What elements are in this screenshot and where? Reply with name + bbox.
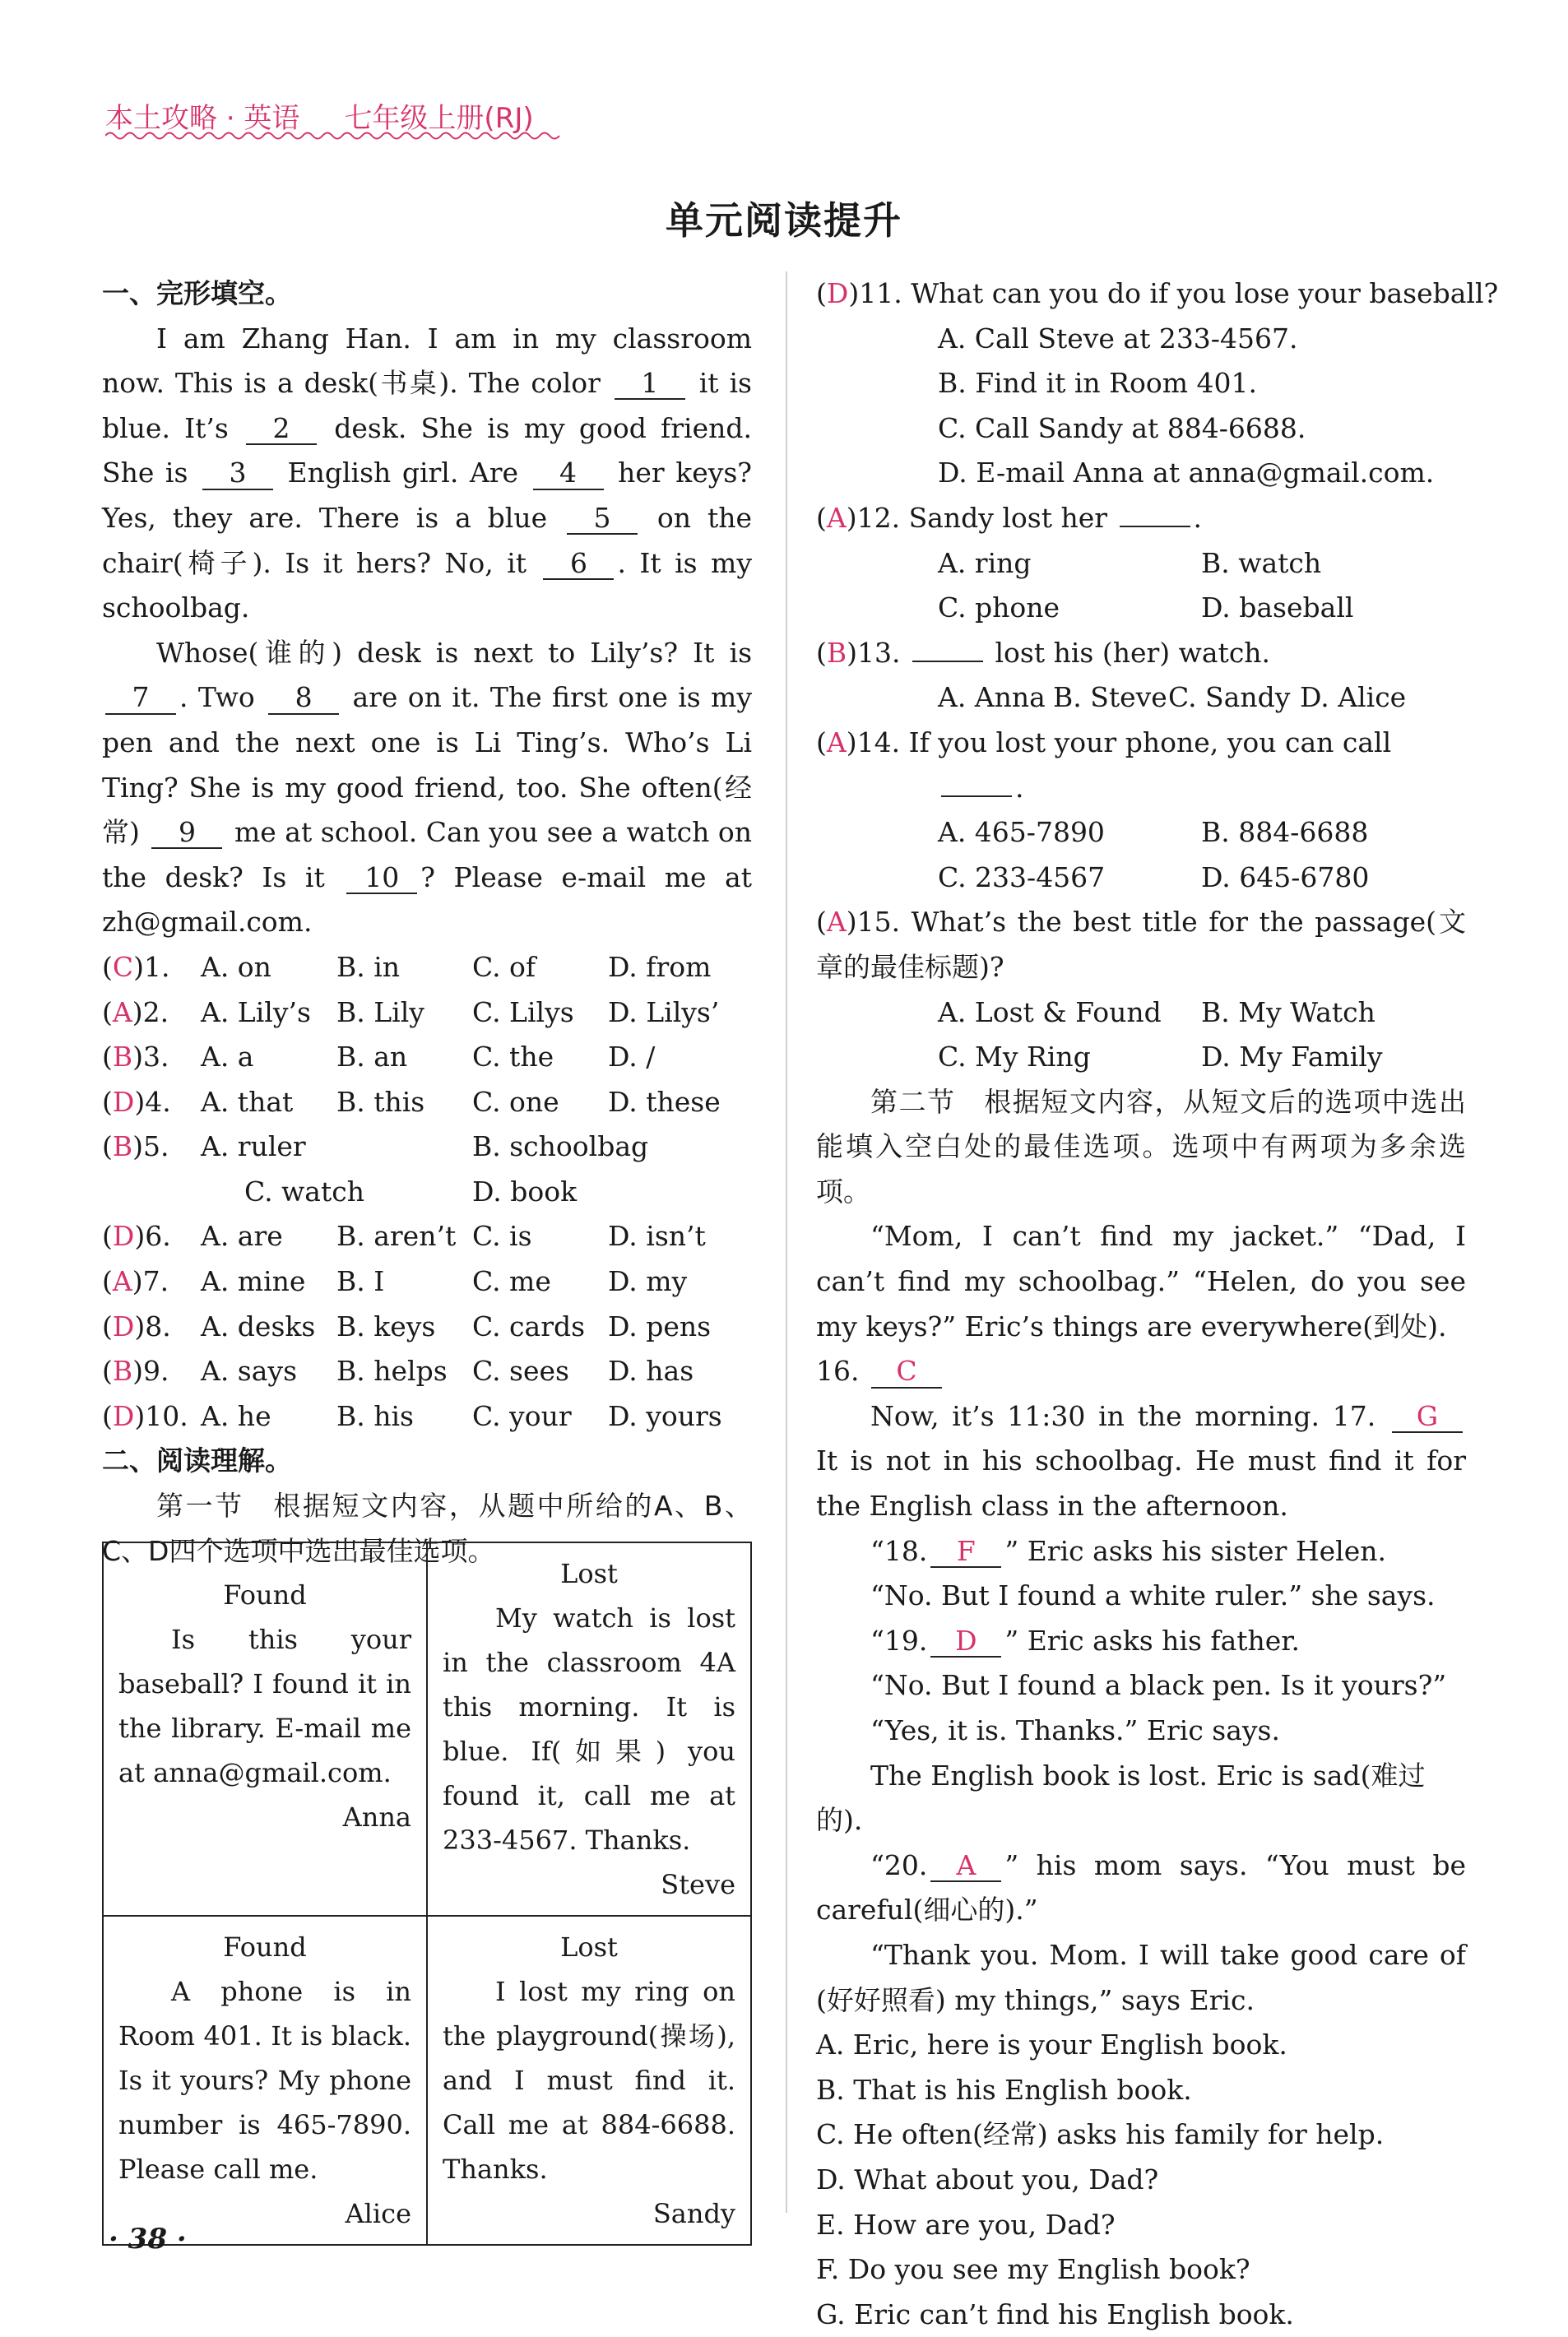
story-paragraph: “Yes, it is. Thanks.” Eric says. [870,1714,1280,1746]
option: D. these [608,1085,721,1118]
option: A. ring [938,546,1032,579]
story-line-16 [816,1349,1466,1394]
question-14: (A)14. If you lost your phone, you can call [816,726,1392,758]
story-text: ” his mom says. “You must be careful(细心的).” [816,1848,1466,1927]
cloze-question-row [102,1080,752,1125]
option: C. Lilys [472,995,574,1028]
answer-blank: F [930,1537,1001,1568]
question-13: (B)13. lost his (her) watch. [816,636,1271,669]
option: D. yours [608,1399,722,1432]
question-number: 5 [143,1130,161,1163]
option: C. one [472,1085,559,1118]
story-paragraph: The English book is lost. Eric is sad(难过的). [816,1759,1426,1837]
question-number-cell: (B)3. [102,1041,169,1073]
cloze-question-row [102,1170,752,1215]
answer-mark: C [112,950,134,983]
option: B. aren’t [336,1220,457,1253]
question-number-cell: (D)8. [102,1310,171,1342]
answer-blank [1120,526,1190,527]
part1-heading: 一、完形填空。 [102,277,292,309]
option: C. cards [472,1310,586,1342]
options-row [816,541,1466,587]
option: C. me [472,1265,551,1298]
notice-signature: Sandy [652,2198,735,2229]
choice-option: B. That is his English book. [816,2073,1192,2106]
cloze-blank: 5 [567,503,638,535]
answer-mark: B [112,1041,133,1073]
cloze-text: desk. She is my good friend. She is [102,411,752,489]
notice-sandy [427,1916,751,2245]
option: B. this [336,1085,425,1118]
choice-option: A. Eric, here is your English book. [816,2029,1287,2061]
option: B. keys [336,1310,436,1342]
question-stem: 12. Sandy lost her [856,501,1108,534]
notices-table [102,1542,752,2246]
cloze-blank: 4 [533,458,604,489]
cloze-text: . It is my schoolbag. [102,546,752,624]
cloze-blank: 10 [346,863,417,894]
answer-mark: D [826,277,849,309]
story-paragraph [816,1529,1466,1574]
option: A. Anna [938,681,1046,714]
header-wavy-underline [105,130,566,141]
question-number-cell: (A)2. [102,995,169,1028]
cloze-text: . Two [179,681,266,714]
cloze-question-row [102,1259,752,1305]
option: D. Lilys’ [608,995,720,1028]
cloze-question-row [102,990,752,1036]
answer-mark: A [112,995,132,1028]
options-row [816,1035,1466,1080]
option: A. Lost & Found [938,995,1162,1028]
choice-option: E. How are you, Dad? [816,2208,1116,2241]
question-stem: lost his (her) watch. [995,636,1271,669]
question-number-cell: (D)10. [102,1399,188,1432]
option: B. an [336,1041,408,1073]
option: B. helps [336,1355,448,1388]
option: C. the [472,1041,554,1073]
cloze-question-row [102,1214,752,1259]
option: B. schoolbag [472,1130,649,1163]
cloze-questions [102,945,752,1440]
column-divider [786,271,787,2213]
option: A. on [201,950,271,983]
page-title: 单元阅读提升 [666,198,902,243]
option: B. Lily [336,995,424,1028]
answer-mark: A [826,726,847,758]
cloze-paragraph-2 [102,631,752,945]
notice-body: My watch is lost in the classroom 4A this morning. It is blue. If(如果) you found it, call me at 233-4567. Thanks. [443,1602,735,1856]
cloze-blank: 3 [202,458,273,489]
question-11: (D)11. What can you do if you lose your baseball? [816,277,1499,309]
right-column [816,271,1499,2337]
notice-title: Lost [560,1931,618,1963]
option: D. pens [608,1310,712,1342]
option: C. your [472,1399,572,1432]
story-text: ” Eric asks his sister Helen. [1004,1534,1386,1567]
stem-end: . [1193,501,1203,534]
story-paragraph: “Mom, I can’t find my jacket.” “Dad, I can’t find my schoolbag.” “Helen, do you see my keys?” Eric’s things are everywhere(到处). [816,1220,1466,1342]
cloze-text: it is blue. It’s [102,367,752,444]
option: A. desks [201,1310,316,1342]
option: B. watch [1201,546,1322,579]
cloze-text: ? Please e-mail me at zh@gmail.com. [102,860,752,939]
answer-blank: A [930,1851,1001,1882]
cloze-text: me at school. Can you see a watch on the desk? Is it [102,816,752,893]
answer-blank [912,661,983,662]
choice-option: C. He often(经常) asks his family for help. [816,2118,1385,2151]
option: B. My Watch [1201,995,1375,1028]
question-number: 13. [857,636,901,669]
answer-mark: D [112,1310,135,1342]
option: D. book [472,1175,578,1208]
notice-title: Found [223,1931,307,1963]
question-stem: 14. If you lost your phone, you can call [856,726,1392,758]
question-number-cell: (A)7. [102,1265,169,1298]
option: B. 884-6688 [1201,816,1369,849]
option: A. ruler [201,1130,306,1163]
options-row [816,990,1466,1036]
option: D. Alice [1300,681,1407,714]
question-number: 7 [142,1265,160,1298]
blank-number: 16. [816,1355,860,1388]
option: B. Find it in Room 401. [938,367,1257,400]
cloze-text: Whose(谁的) desk is next to Lily’s? It is [156,636,752,669]
answer-mark: B [112,1355,133,1388]
story-text: It is not in his schoolbag. He must find it for the English class in the afternoon. [816,1444,1466,1523]
question-number-cell: (B)9. [102,1355,169,1388]
option: D. my [608,1265,688,1298]
option: A. are [201,1220,283,1253]
cloze-text: I am Zhang Han. I am in my classroom now. This is a desk(书桌). The color [102,322,752,400]
option: D. / [608,1041,656,1073]
answer-mark: D [112,1085,135,1118]
answer-mark: A [112,1265,132,1298]
question-14-blank-line [816,766,1466,811]
cloze-question-row [102,1305,752,1350]
option: A. Lily’s [201,995,311,1028]
cloze-blank: 6 [543,549,614,580]
cloze-text: are on it. The first one is my pen and the next one is Li Ting’s. Who’s Li Ting? She is my good friend, too. She often(经常) [102,681,752,849]
question-number: 4 [145,1085,163,1118]
answer-mark: B [112,1130,133,1163]
question-number: 6 [145,1220,163,1253]
option: D. baseball [1201,591,1354,624]
spacer [102,1170,238,1215]
question-12: (A)12. Sandy lost her . [816,501,1203,534]
question-number: 3 [143,1041,161,1073]
notice-body: A phone is in Room 401. It is black. Is it yours? My phone number is 465-7890. Please call me. [118,1976,411,2185]
option: A. that [201,1085,294,1118]
cloze-question-row [102,1394,752,1440]
cloze-text: her keys? Yes, they are. There is a blue [102,457,752,534]
notice-anna [103,1542,427,1916]
options-row [816,810,1466,856]
choice-option: F. Do you see my English book? [816,2253,1250,2286]
story-paragraph: “No. But I found a black pen. Is it yours?” [870,1669,1447,1702]
option: C. is [472,1220,532,1253]
options-row [816,586,1466,631]
option: C. watch [244,1175,364,1208]
option: A. Call Steve at 233-4567. [938,322,1298,355]
notice-signature: Steve [661,1869,735,1900]
cloze-blank: 2 [246,414,317,445]
option: B. in [336,950,401,983]
option: A. mine [201,1265,306,1298]
cloze-question-row [102,1124,752,1170]
question-number: 8 [145,1310,163,1342]
cloze-blank: 1 [615,369,685,400]
question-number-cell: (B)5. [102,1130,169,1163]
option: C. My Ring [938,1041,1091,1073]
question-15: (A)15. What’s the best title for the passage(文章的最佳标题)? [816,906,1466,983]
left-column [102,271,752,1574]
option: C. phone [938,591,1060,624]
question-number: 2 [142,995,160,1028]
story-text: ” Eric asks his father. [1004,1624,1300,1657]
cloze-blank: 8 [268,683,339,714]
cloze-blank: 9 [151,818,222,849]
option: D. E-mail Anna at anna@gmail.com. [938,457,1435,489]
story-text: “20. [870,1848,928,1881]
question-number: 9 [143,1355,161,1388]
answer-blank [941,795,1012,797]
book-grade: 七年级上册(RJ) [344,102,534,135]
option: B. Steve [1053,681,1167,714]
story-paragraph: “Thank you. Mom. I will take good care of (好好照看) my things,” says Eric. [816,1938,1466,2016]
answer-mark: B [826,636,847,669]
answer-mark: D [112,1220,135,1253]
option: A. a [201,1041,254,1073]
cloze-text: English girl. Are [276,457,530,489]
cloze-text: on the chair(椅子). Is it hers? No, it [102,501,752,579]
story-paragraph [816,1394,1466,1529]
option: C. of [472,950,536,983]
option: D. 645-6780 [1201,860,1370,893]
question-stem: 15. What’s the best title for the passage(文章的最佳标题)? [816,906,1466,983]
choice-option: G. Eric can’t find his English book. [816,2298,1294,2330]
options-row [816,856,1466,901]
question-number: 1 [144,950,161,983]
book-series: 本土攻略 · 英语 [105,102,300,135]
cloze-question-row [102,945,752,990]
cloze-blank: 7 [105,683,176,714]
option: D. My Family [1201,1041,1383,1073]
option: C. 233-4567 [938,860,1106,893]
cloze-question-row [102,1349,752,1394]
notice-steve [427,1542,751,1916]
part2-heading: 二、阅读理解。 [102,1444,292,1477]
option: D. has [608,1355,694,1388]
section2-instruction: 第二节 根据短文内容，从短文后的选项中选出能填入空白处的最佳选项。选项中有两项为多余选项。 [816,1085,1466,1208]
notice-signature: Alice [345,2198,411,2229]
section1-instruction: 第一节 根据短文内容，从题中所给的A、B、C、D四个选项中选出最佳选项。 [102,1490,752,1567]
option: C. Call Sandy at 884-6688. [938,411,1306,444]
notice-signature: Anna [342,1801,411,1833]
notice-body: Is this your baseball? I found it in the library. E-mail me at anna@gmail.com. [118,1624,411,1788]
option: B. I [336,1265,385,1298]
notice-alice [103,1916,427,2245]
question-number-cell: (C)1. [102,950,170,983]
story-text: “19. [870,1624,928,1657]
answer-mark: A [826,501,847,534]
question-number-cell: (D)6. [102,1220,171,1253]
question-number-cell: (D)4. [102,1085,171,1118]
story-text: “18. [870,1534,928,1567]
option: A. says [201,1355,297,1388]
story-paragraph: “No. But I found a white ruler.” she says. [870,1579,1436,1612]
question-stem: 11. What can you do if you lose your baseball? [859,277,1499,309]
story-paragraph [816,1619,1466,1664]
options-row [816,675,1466,721]
option: A. he [201,1399,271,1432]
answer-mark: D [112,1399,135,1432]
option: C. Sandy [1168,681,1291,714]
notice-title: Found [223,1579,307,1611]
question-number: 10 [145,1399,180,1432]
option: C. sees [472,1355,569,1388]
option: B. his [336,1399,414,1432]
stem-end: . [1015,771,1024,804]
notice-title: Lost [560,1558,618,1589]
cloze-question-row [102,1035,752,1080]
answer-blank: C [871,1356,942,1388]
cloze-paragraph-1 [102,317,752,631]
answer-blank: D [930,1626,1001,1658]
story-text: Now, it’s 11:30 in the morning. 17. [870,1399,1376,1432]
story-paragraph [816,1843,1466,1933]
choice-option: D. What about you, Dad? [816,2163,1159,2196]
option: D. from [608,950,712,983]
option: A. 465-7890 [938,816,1105,849]
page-number: · 38 · [109,2223,187,2256]
notice-body: I lost my ring on the playground(操场), and I must find it. Call me at 884-6688. Thanks. [443,1976,735,2185]
option: D. isn’t [608,1220,706,1253]
answer-mark: A [826,906,847,939]
answer-blank: G [1392,1402,1463,1433]
